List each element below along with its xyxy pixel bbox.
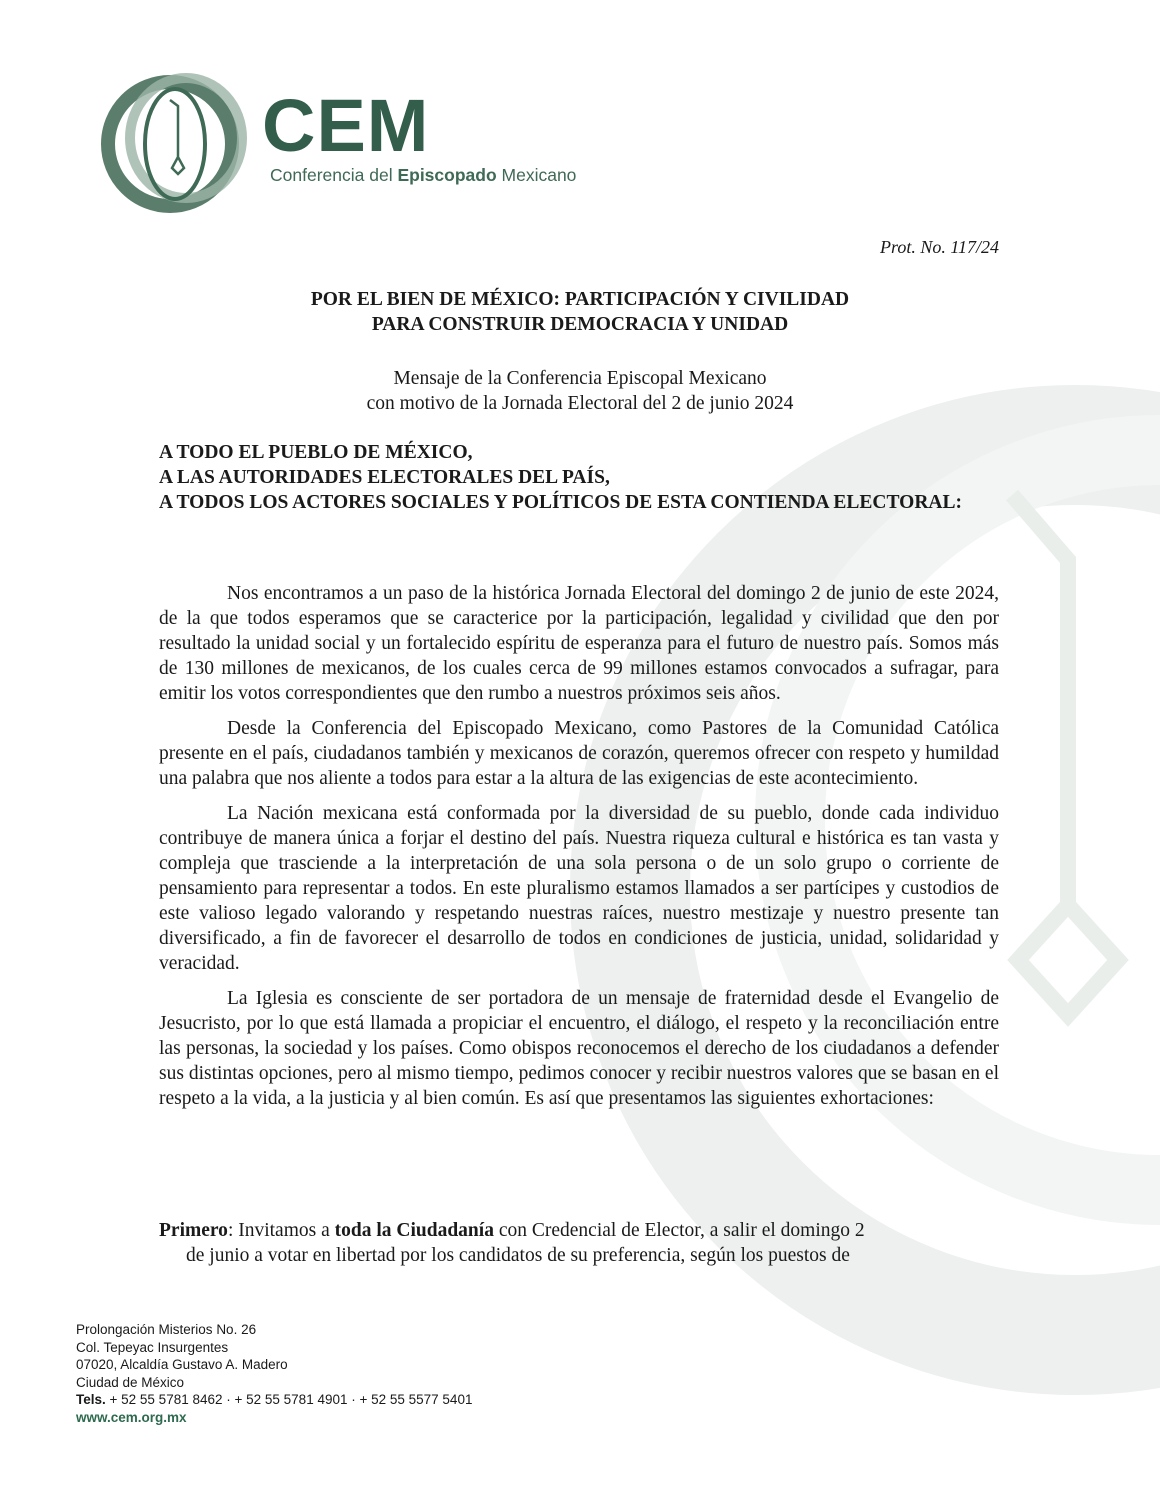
paragraph: La Nación mexicana está conformada por la diversidad de su pueblo, donde cada individuo contribuye de manera única a forjar el destino del país. Nuestra riqueza cultural e histórica es tan vasta y compleja que trasciende a la interpretación de una sola persona o de un solo grupo o corriente de pensamiento para representar a todos. En este pluralismo estamos llamados a ser partícipes y custodios de este valioso legado valorando y respetando nuestras raíces, nuestro mestizaje y nuestro presente tan diversificado, a fin de favorecer el desarrollo de todos en condiciones de justicia, unidad, solidaridad y veracidad. xyxy=(159,803,999,974)
phones-label: Tels. xyxy=(76,1392,106,1407)
subtitle-line-1: Mensaje de la Conferencia Episcopal Mexicano xyxy=(393,368,767,389)
salutation-line: A LAS AUTORIDADES ELECTORALES DEL PAÍS, xyxy=(159,467,610,488)
paragraph: Desde la Conferencia del Episcopado Mexicano, como Pastores de la Comunidad Católica presente en el país, ciudadanos también y mexicanos de corazón, queremos ofrecer con respeto y humildad una palabra que nos aliente a todos para estar a la altura de las exigencias de este acontecimiento. xyxy=(159,718,999,789)
logo-sub-part1: Conferencia del xyxy=(270,165,393,185)
exhortation-bold: toda la Ciudadanía xyxy=(334,1220,494,1241)
exhortation-text: con Credencial de Elector, a salir el domingo 2 xyxy=(493,1220,865,1241)
title-line-1: POR EL BIEN DE MÉXICO: PARTICIPACIÓN Y CIVILIDAD xyxy=(310,289,850,310)
document-subtitle xyxy=(0,366,1160,416)
logo-sub-bold: Episcopado xyxy=(397,165,497,185)
exhortation-first xyxy=(159,1218,979,1268)
exhortation-first-line2: de junio a votar en libertad por los candidatos de su preferencia, según los puestos de xyxy=(186,1245,850,1266)
exhortation-first-line1 xyxy=(159,1218,979,1243)
footer-website-link[interactable]: www.cem.org.mx xyxy=(76,1409,187,1425)
salutation xyxy=(159,440,989,515)
exhortation-label: Primero xyxy=(159,1220,228,1241)
logo-sub-part2: Mexicano xyxy=(501,165,577,185)
phones-numbers: + 52 55 5781 8462 · + 52 55 5781 4901 · + 52 55 5577 5401 xyxy=(105,1392,473,1407)
protocol-number: Prot. No. 117/24 xyxy=(879,237,999,257)
footer-postal: 07020, Alcaldía Gustavo A. Madero xyxy=(76,1357,288,1372)
subtitle-line-2: con motivo de la Jornada Electoral del 2 de junio 2024 xyxy=(366,393,794,414)
title-line-2: PARA CONSTRUIR DEMOCRACIA Y UNIDAD xyxy=(371,314,789,335)
footer-phones xyxy=(76,1391,472,1409)
salutation-line: A TODOS LOS ACTORES SOCIALES Y POLÍTICOS DE ESTA CONTIENDA ELECTORAL: xyxy=(159,492,963,513)
salutation-line: A TODO EL PUEBLO DE MÉXICO, xyxy=(159,442,473,463)
footer-contact xyxy=(76,1321,472,1426)
cem-logo-subtitle xyxy=(270,165,576,186)
document-title xyxy=(0,287,1160,337)
cem-logo-icon xyxy=(100,72,250,217)
footer-colony: Col. Tepeyac Insurgentes xyxy=(76,1339,229,1355)
footer-street: Prolongación Misterios No. 26 xyxy=(76,1322,257,1337)
message-body xyxy=(159,581,999,1121)
exhortation-text: : Invitamos a xyxy=(227,1220,335,1241)
cem-logo-wordmark: CEM xyxy=(262,84,430,167)
paragraph: Nos encontramos a un paso de la histórica Jornada Electoral del domingo 2 de junio de este 2024, de la que todos esperamos que se caracterice por la participación, legalidad y civilidad que den por resultado la unidad social y un fortalecido espíritu de esperanza para el futuro de nuestro país. Somos más de 130 millones de mexicanos, de los cuales cerca de 99 millones estamos convocados a sufragar, para emitir los votos correspondientes que den rumbo a nuestros próximos seis años. xyxy=(159,583,999,704)
paragraph: La Iglesia es consciente de ser portadora de un mensaje de fraternidad desde el Evangelio de Jesucristo, por lo que está llamada a propiciar el encuentro, el diálogo, el respeto y la reconciliación entre las personas, la sociedad y los países. Como obispos reconocemos el derecho de los ciudadanos a defender sus distintas opciones, pero al mismo tiempo, pedimos conocer y recibir nuestros valores que se basan en el respeto a la vida, a la justicia y al bien común. Es así que presentamos las siguientes exhortaciones: xyxy=(159,988,999,1109)
footer-city: Ciudad de México xyxy=(76,1374,185,1390)
